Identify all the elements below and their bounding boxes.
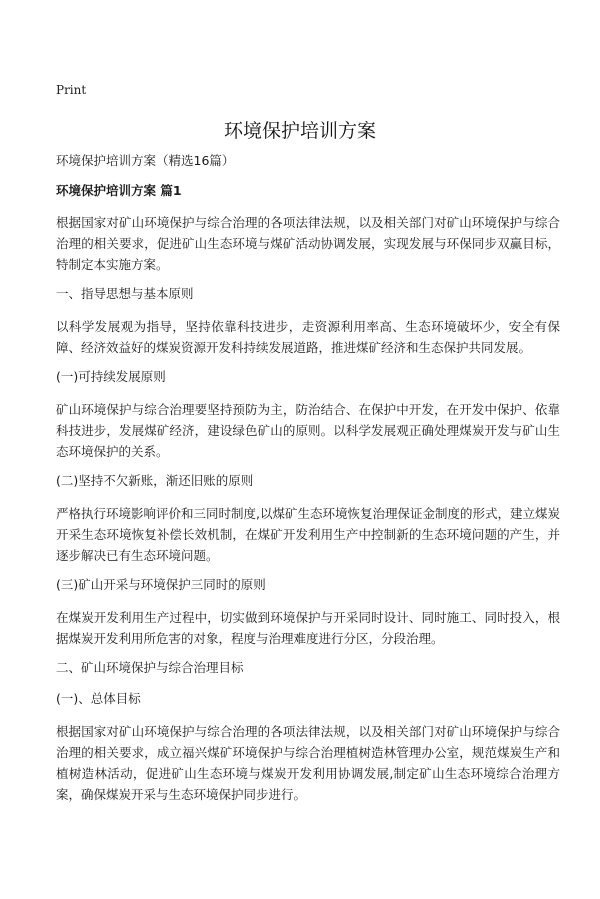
document-subtitle: 环境保护培训方案（精选16篇） xyxy=(56,153,235,168)
paragraph: 在煤炭开发利用生产过程中，切实做到环境保护与开采同时设计、同时施工、同时投入，根据煤炭开发利用所危害的对象，程度与治理难度进行分区，分段治理。 xyxy=(56,610,560,646)
paragraph: 以科学发展观为指导，坚持依靠科技进步，走资源利用率高、生态环境破坏少，安全有保障、经济效益好的煤炭资源开发科持续发展道路，推进煤矿经济和生态保护共同发展。 xyxy=(56,319,560,355)
paragraph: 根据国家对矿山环境保护与综合治理的各项法律法规，以及相关部门对矿山环境保护与综合治理的相关要求，成立福兴煤矿环境保护与综合治理植树造林管理办公室，规范煤炭生产和植树造林活动，促进矿山生态环境与煤炭开发利用协调发展,制定矿山生态环境综合治理方案，确保煤炭开采与生态环境保护同步进行。 xyxy=(56,724,560,802)
heading: (三)矿山开采与环境保护三同时的原则 xyxy=(56,577,266,592)
heading: (一)可持续发展原则 xyxy=(56,369,166,384)
heading: 二、矿山环境保护与综合治理目标 xyxy=(56,660,244,675)
document-title: 环境保护培训方案 xyxy=(223,120,376,142)
paragraph: 严格执行环境影响评价和三同时制度,以煤矿生态环境恢复治理保证金制度的形式，建立煤炭开采生态环境恢复补偿长效机制，在煤矿开发利用生产中控制新的生态环境问题的产生，并逐步解决已有生态环境问题。 xyxy=(56,506,560,563)
print-label: Print xyxy=(56,83,87,97)
paragraph: 根据国家对矿山环境保护与综合治理的各项法律法规，以及相关部门对矿山环境保护与综合治理的相关要求，促进矿山生态环境与煤矿活动协调发展，实现发展与环保同步双赢目标，特制定本实施方案。 xyxy=(56,215,560,272)
paragraph: 矿山环境保护与综合治理要坚持预防为主，防治结合、在保护中开发，在开发中保护、依靠科技进步，发展煤矿经济，建设绿色矿山的原则。以科学发展观正确处理煤炭开发与矿山生态环境保护的关系。 xyxy=(56,402,560,459)
heading: 一、指导思想与基本原则 xyxy=(56,286,194,301)
document-body xyxy=(56,152,560,815)
heading: (一)、总体目标 xyxy=(56,691,141,706)
section-heading: 环境保护培训方案 篇1 xyxy=(56,183,182,198)
heading: (二)坚持不欠新账，渐还旧账的原则 xyxy=(56,473,254,488)
